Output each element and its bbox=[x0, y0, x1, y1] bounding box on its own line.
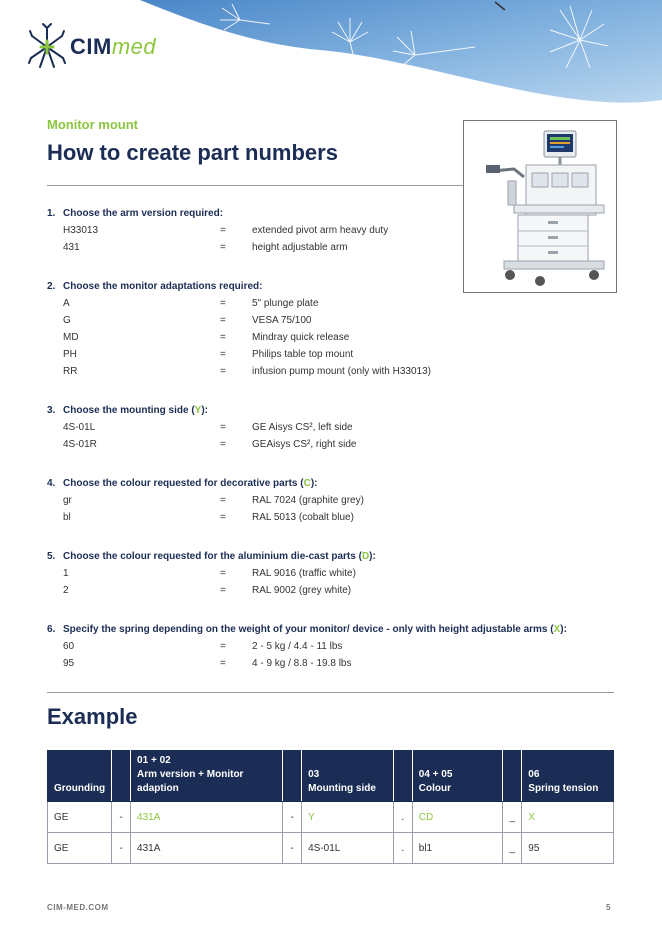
step-heading: 6. Specify the spring depending on the weight of your monitor/ device - only with height adjustable arms (X): bbox=[47, 624, 567, 635]
page-subtitle: Monitor mount bbox=[47, 117, 138, 132]
cell: GE bbox=[48, 833, 112, 864]
header-separator bbox=[112, 751, 131, 802]
header-grounding: Grounding bbox=[48, 751, 112, 802]
example-title: Example bbox=[47, 704, 138, 729]
cell-sep: - bbox=[283, 802, 302, 833]
dandelion-logo-icon bbox=[28, 22, 66, 72]
header-separator bbox=[393, 751, 412, 802]
step-heading: 1. Choose the arm version required: bbox=[47, 208, 224, 219]
option-row: 60 = 2 - 5 kg / 4.4 - 11 lbs bbox=[63, 641, 343, 652]
step-arm-version bbox=[47, 205, 627, 256]
step-heading: 2. Choose the monitor adaptations required: bbox=[47, 281, 263, 292]
option-row: 95 = 4 - 9 kg / 8.8 - 19.8 lbs bbox=[63, 658, 352, 669]
cell: GE bbox=[48, 802, 112, 833]
step-diecast-colour bbox=[47, 548, 627, 599]
divider bbox=[47, 692, 614, 693]
table-row bbox=[48, 833, 614, 864]
option-row: 4S-01R = GEAisys CS², right side bbox=[63, 439, 357, 450]
cell-sep: _ bbox=[503, 802, 522, 833]
option-row: 4S-01L = GE Aisys CS², left side bbox=[63, 422, 353, 433]
step-spring bbox=[47, 621, 627, 672]
step-heading: 5. Choose the colour requested for the aluminium die-cast parts (D): bbox=[47, 551, 376, 562]
option-row: G = VESA 75/100 bbox=[63, 315, 312, 326]
header-arm-monitor: 01 + 02 Arm version + Monitor adaption bbox=[131, 751, 283, 802]
header-separator bbox=[503, 751, 522, 802]
table-row bbox=[48, 802, 614, 833]
header-separator bbox=[283, 751, 302, 802]
cell-sep: _ bbox=[503, 833, 522, 864]
option-row: 2 = RAL 9002 (grey white) bbox=[63, 585, 352, 596]
option-row: PH = Philips table top mount bbox=[63, 349, 354, 360]
part-number-steps bbox=[47, 205, 627, 694]
page-number: 5 bbox=[606, 903, 611, 912]
option-row: RR = infusion pump mount (only with H33013) bbox=[63, 366, 431, 377]
header-mounting-side: 03 Mounting side bbox=[302, 751, 394, 802]
option-row: MD = Mindray quick release bbox=[63, 332, 350, 343]
cell-sep: - bbox=[112, 833, 131, 864]
cell-sep: . bbox=[393, 802, 412, 833]
footer-website: CIM-MED.COM bbox=[47, 903, 109, 912]
option-row: 431 = height adjustable arm bbox=[63, 242, 348, 253]
page-title: How to create part numbers bbox=[47, 140, 338, 165]
header-spring-tension: 06 Spring tension bbox=[522, 751, 614, 802]
cell: CD bbox=[412, 802, 503, 833]
step-heading: 3. Choose the mounting side (Y): bbox=[47, 405, 209, 416]
cell: 431A bbox=[131, 833, 283, 864]
cell: Y bbox=[302, 802, 394, 833]
option-row: H33013 = extended pivot arm heavy duty bbox=[63, 225, 389, 236]
cell: X bbox=[522, 802, 614, 833]
table-header-row bbox=[48, 751, 614, 802]
option-row: 1 = RAL 9016 (traffic white) bbox=[63, 568, 356, 579]
cell: bl1 bbox=[412, 833, 503, 864]
cell-sep: . bbox=[393, 833, 412, 864]
example-table bbox=[47, 750, 614, 864]
step-mounting-side bbox=[47, 402, 627, 453]
cell: 431A bbox=[131, 802, 283, 833]
option-row: A = 5" plunge plate bbox=[63, 298, 319, 309]
step-heading: 4. Choose the colour requested for decorative parts (C): bbox=[47, 478, 318, 489]
cell-sep: - bbox=[283, 833, 302, 864]
divider bbox=[47, 185, 463, 186]
step-decorative-colour bbox=[47, 475, 627, 526]
option-row: bl = RAL 5013 (cobalt blue) bbox=[63, 512, 354, 523]
cell: 4S-01L bbox=[302, 833, 394, 864]
cell: 95 bbox=[522, 833, 614, 864]
header-colour: 04 + 05 Colour bbox=[412, 751, 503, 802]
logo-text: CIMmed bbox=[70, 34, 157, 59]
cimmed-logo bbox=[28, 22, 156, 72]
step-monitor-adaptation bbox=[47, 278, 627, 380]
option-row: gr = RAL 7024 (graphite grey) bbox=[63, 495, 364, 506]
cell-sep: - bbox=[112, 802, 131, 833]
